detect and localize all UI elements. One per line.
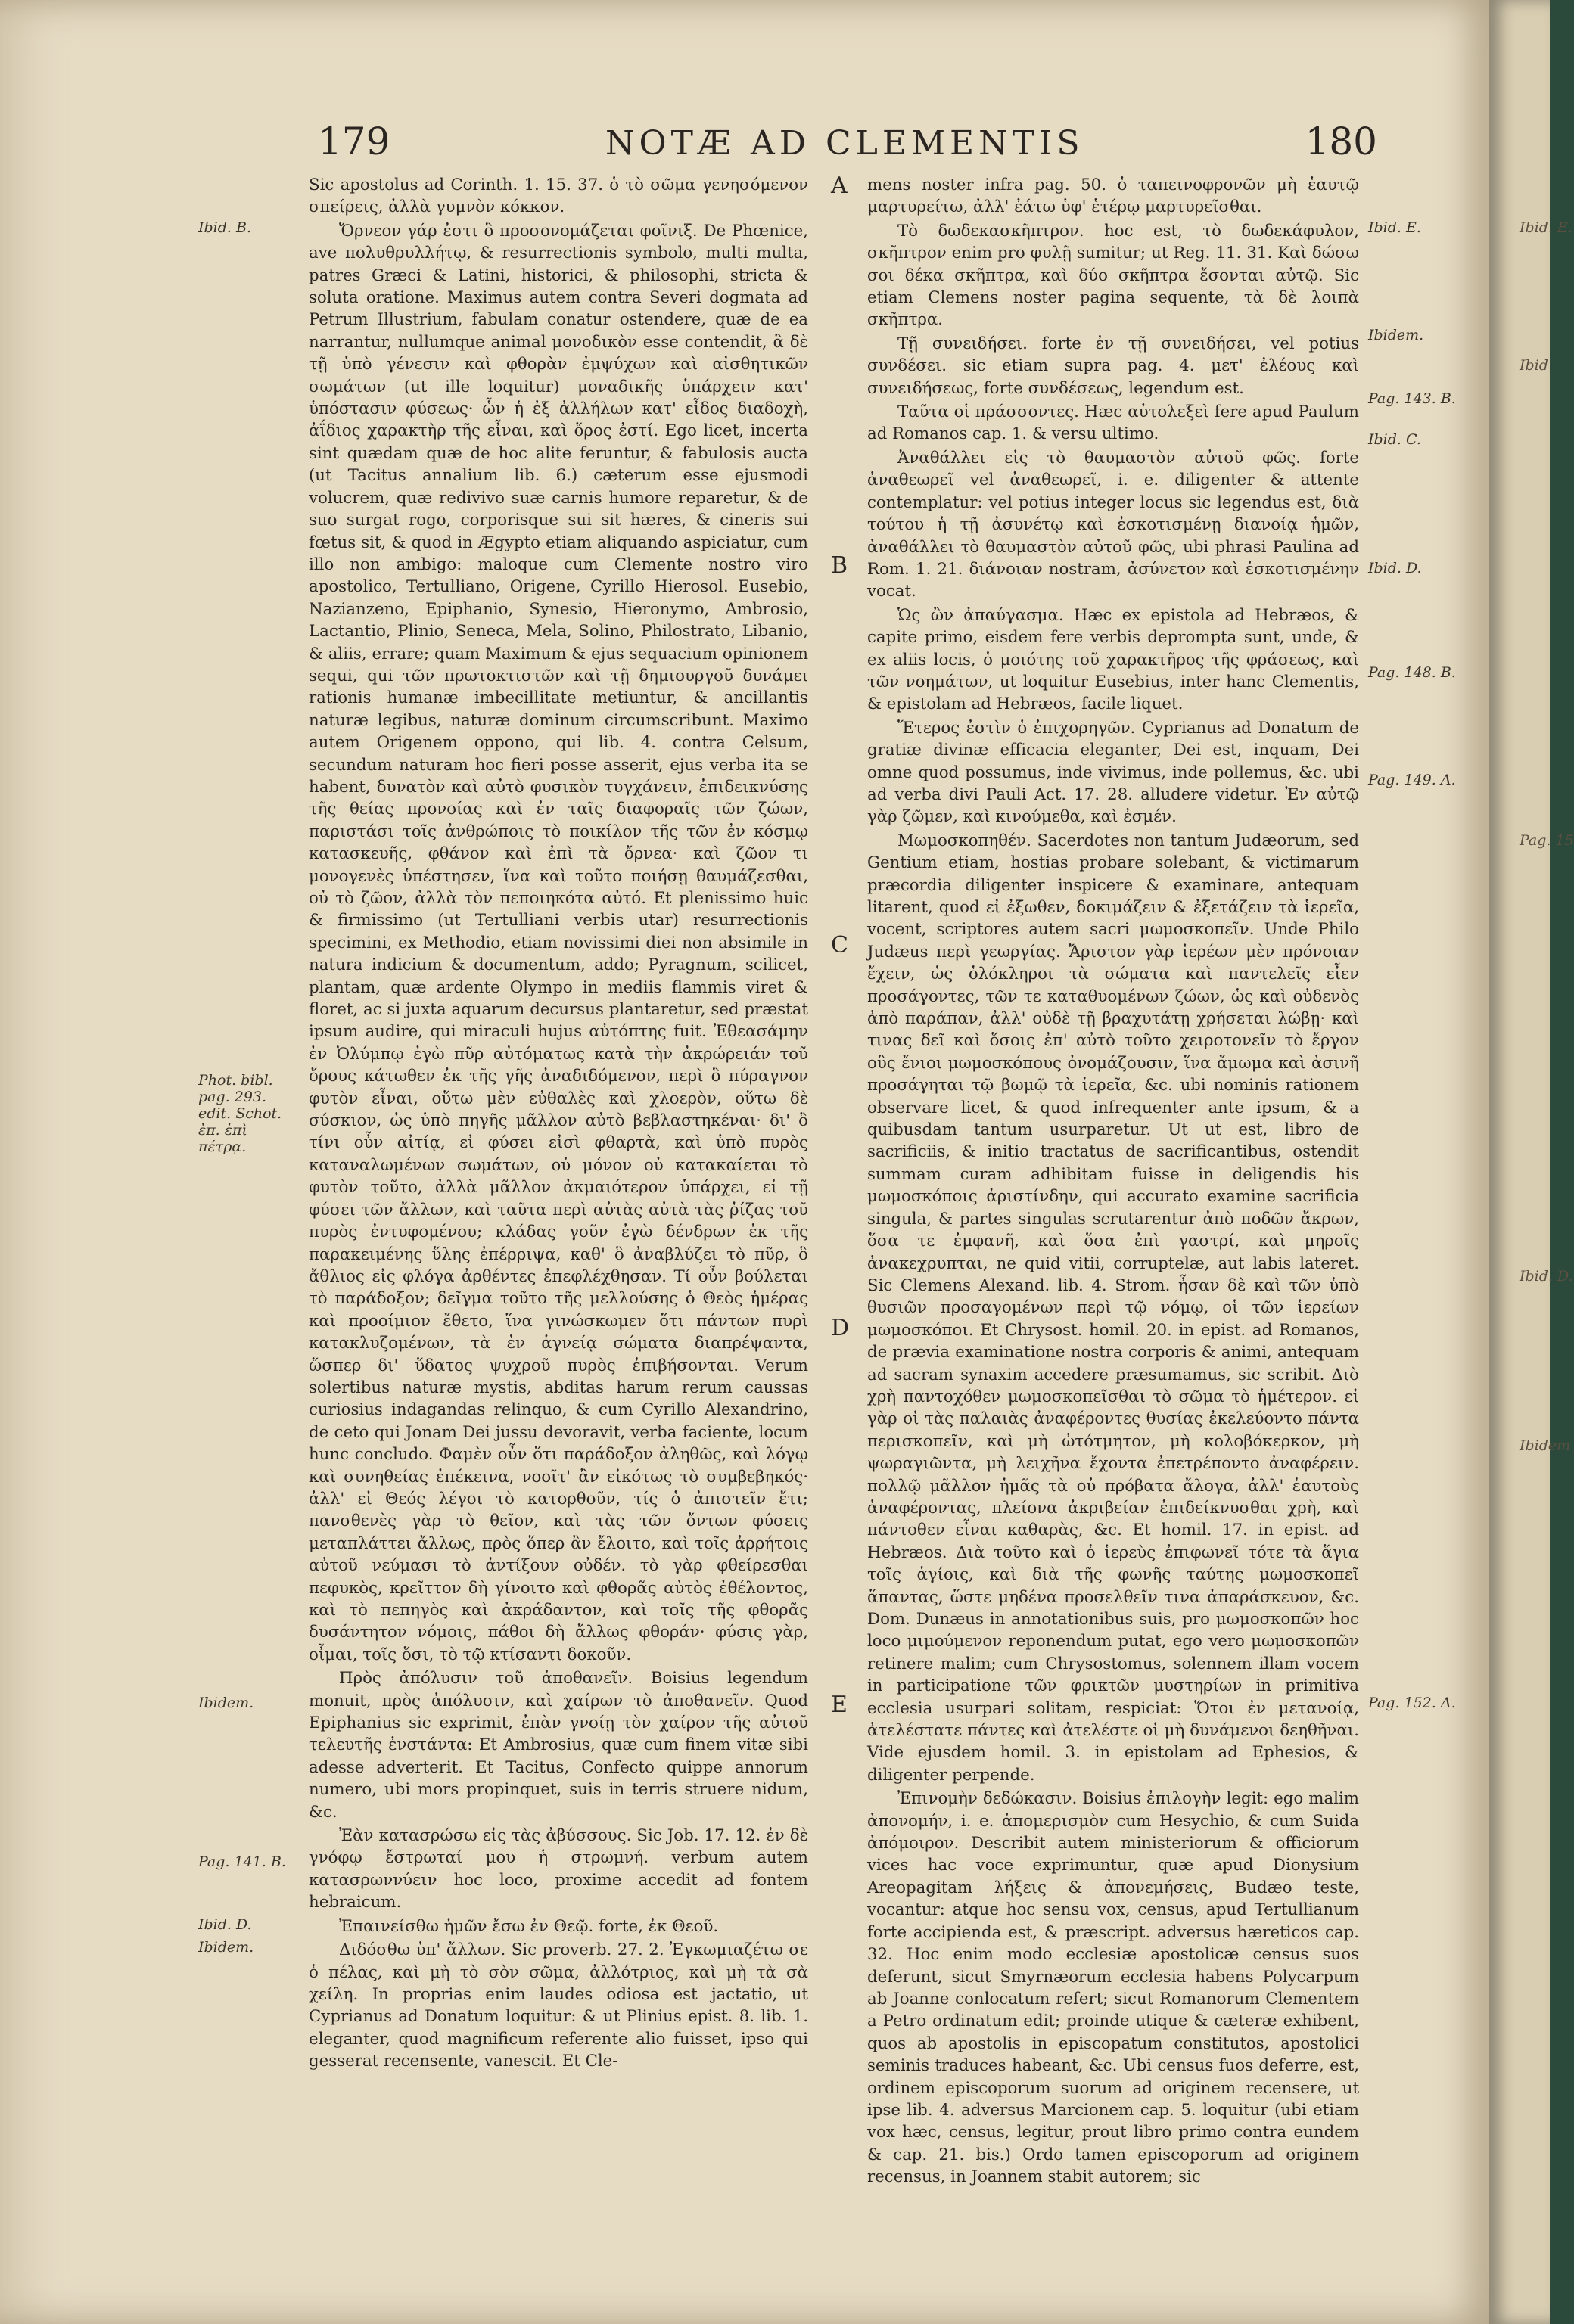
- margin-note: Pag. 149. A.: [1368, 772, 1456, 788]
- adjacent-margin-note: Ibidem: [1520, 1437, 1571, 1454]
- left-paragraph: Διδόσθω ὑπ' ἄλλων. Sic proverb. 27. 2. Ἐγκωμιαζέτω σε ὁ πέλας, καὶ μὴ τὸ σὸν σῶμα, ἀλλότριος, καὶ μὴ τὰ σὰ χείλη. In proprias enim laudes odiosa est jactatio, ut Cyprianus ad Donatum loquitur: & ut Plinius epist. 8. lib. 1. eleganter, quod magnificum referente alio fuisset, ipso qui gesserat recensente, vanescit. Et Cle-: [309, 1940, 808, 2071]
- section-letter: D: [831, 1315, 850, 1341]
- section-letter: C: [831, 932, 848, 958]
- right-paragraph: Ἐπινομὴν δεδώκασιν. Boisius ἐπιλογὴν legit: ego malim ἀπονομήν, i. e. ἀπομερισμὸν cum Hesychio, & cum Suida ἀπόμοιρον. Describit autem ministeriorum & officiorum vices hac voce exprimuntur, quæ apud Dionysium Areopagitam λήξεις & ἀπονεμήσεις, Budæo teste, vocantur: atque hoc sensu vox, census, apud Tertullianum forte accipienda est, & præscript. adversus hæreticos cap. 32. Hoc enim modo ecclesiæ apostolicæ census suos deferunt, sicut Smyrnæorum ecclesia habens Polycarpum ab Joanne conlocatum refert; sicut Romanorum Clementem a Petro ordinatum edit; proinde utique & cæteræ exhibent, quos ab apostolis in episcopatum constitutos, apostolici seminis traduces habeant, &c. Ubi census fuos deferre, est, ordinem episcoporum suorum ad originem recensere, ut ipse lib. 4. adversus Marcionem cap. 5. loquitur (ubi etiam vox hæc, census, legitur, prout libro primo contra eundem & cap. 21. bis.) Ordo tamen episcoporum ad originem recensus, in Joannem stabit autorem; sic: [867, 1789, 1359, 2187]
- margin-note: Pag. 143. B.: [1368, 390, 1456, 407]
- right-paragraph: Ἀναθάλλει εἰς τὸ θαυμαστὸν αὐτοῦ φῶς. forte ἀναθεωρεῖ vel ἀναθεωρεῖ, i. e. diligenter & attente contemplatur: vel potius integer locus sic legendus est, διὰ τούτου ἡ τῇ ἀσυνέτῳ καὶ ἐσκοτισμένῃ διανοίᾳ ἡμῶν, ἀναθάλλει τὸ θαυμαστὸν αὐτοῦ φῶς, ubi phrasi Paulina ad Rom. 1. 21. διάνοιαν nostram, ἀσύνετον καὶ ἐσκοτισμένην vocat.: [867, 448, 1359, 601]
- right-paragraph: mens noster infra pag. 50. ὁ ταπεινοφρονῶν μὴ ἑαυτῷ μαρτυρείτω, ἀλλ' ἐάτω ὑφ' ἑτέρῳ μαρτυρεῖσθαι.: [867, 176, 1359, 217]
- margin-note: Ibidem.: [198, 1695, 254, 1711]
- margin-note: Pag. 152. A.: [1368, 1695, 1456, 1711]
- margin-note: Ibid. E.: [1368, 219, 1421, 236]
- adjacent-margin-note: Pag. 15: [1520, 832, 1574, 849]
- left-paragraph: Ὄρνεον γάρ ἐστι ὃ προσονομάζεται φοῖνιξ. De Phœnice, ave πολυθρυλλήτῳ, & resurrectionis symbolo, multi multa, patres Græci & Latini, historici, & philosophi, stricta & soluta oratione. Maximus autem contra Severi dogmata ad Petrum Illustrium, fabulam conatur ostendere, quæ de ea narrantur, nullumque animal μονοδικὸν esse contendit, ἃ δὲ τῇ ὑπὸ γένεσιν καὶ φθορὰν ἐμψύχων καὶ αἰσθητικῶν σωμάτων (ut ille loquitur) μοναδικῆς ὑπάρχειν κατ' ὑπόστασιν φύσεως· ὧν ἡ ἐξ ἀλλήλων κατ' εἶδος διαδοχὴ, ἀΐδιος χαρακτὴρ τῆς εἶναι, καὶ ὅρος ἐστί. Ego licet, incerta sint quædam quæ de hoc alite feruntur, & fabulosis aucta (ut Tacitus annalium lib. 6.) cæterum esse ejusmodi volucrem, quæ redivivo suæ carnis humore reparetur, & de suo surgat rogo, corporisque sui sit hæres, & cineris sui fœtus sit, & quod in Ægypto etiam aliquando aspiciatur, cum illo non ambigo: maloque cum Clemente nostro viro apostolico, Tertulliano, Origene, Cyrillo Hierosol. Eusebio, Nazianzeno, Epiphanio, Synesio, Hieronymo, Ambrosio, Lactantio, Plinio, Seneca, Mela, Solino, Philostrato, Libanio, & aliis, errare; quam Maximum & ejus sequacium opinionem sequi, qui τῶν πρωτοκτιστῶν καὶ τῇ δημιουργοῦ δυνάμει rationis humanæ imbecillitate metiuntur, & ancillantis naturæ legibus, naturæ dominum circumscribunt. Maximo autem Origenem oppono, qui lib. 4. contra Celsum, secundum naturam hoc fieri posse asserit, ejus verba ita se habent, δυνατὸν καὶ αὐτὸ φυσικὸν τυγχάνειν, ἐπιδεικνύσης τῆς θείας προνοίας καὶ ἐν ταῖς διαφοραῖς τῶν ζώων, παριστάσι τοῖς ἀνθρώποις τὸ ποικίλον τῆς τῶν ἐν κόσμῳ κατασκευῆς, φθάνον καὶ ἐπὶ τὰ ὄρνεα· καὶ ζῶον τι μονογενὲς ὑπέστησεν, ἵνα καὶ τοῦτο ποιήσῃ θαυμάζεσθαι, οὐ τὸ ζῶον, ἀλλὰ τὸν πεποιηκότα αὐτό. Et plenissimo huic & firmissimo (ut Tertulliani verbis utar) resurrectionis specimini, ex Methodio, etiam novissimi diei non absimile in natura indicium & documentum, addo; Pyragnum, scilicet, plantam, quæ ardente Olympo in mediis flammis viret & floret, ac si juxta aquarum decursus plantaretur, sed præstat ipsum audire, qui miraculi hujus αὐτόπτης fuit. Ἐθεασάμην ἐν Ὀλύμπῳ ἐγὼ πῦρ αὐτόματως κατὰ τὴν ἀκρώρειάν τοῦ ὄρους κάτωθεν ἐκ τῆς γῆς ἀναδιδόμενον, περὶ ὃ πύραγνον φυτὸν εἶναι, οὕτω μὲν εὐθαλὲς καὶ χλοερὸν, οὕτω δὲ σύσκιον, ὡς ὑπὸ πηγῆς μᾶλλον αὐτὸ βεβλαστηκέναι· δι' ὃ τίνι οὖν αἰτίᾳ, εἰ φύσει εἰσὶ φθαρτὰ, καὶ ὑπὸ πυρὸς καταναλωμένων σωμάτων, οὐ μόνον οὐ κατακαίεται τὸ φυτὸν τοῦτο, ἀλλὰ μᾶλλον ἀκμαιότερον ὑπάρχει, εἰ τῇ φύσει τῶν ἄλλων, καὶ ταῦτα περὶ αὐτὰς αὐτὰ τὰς ῥίζας τοῦ πυρὸς ἐντυφομένου; κλάδας γοῦν ἐγὼ δένδρων ἐκ τῆς παρακειμένης ὕλης ἐπέρριψα, καθ' ὃ ἀναβλύζει τὸ πῦρ, ὃ ἄθλιος εἰς φλόγα ἀρθέντες ἐπεφλέχθησαν. Τί οὖν βούλεται τὸ παράδοξον; δεῖγμα τοῦτο τῆς μελλούσης ὁ Θεὸς ἡμέρας καὶ προοίμιον ἔθετο, ἵνα γινώσκωμεν ὅτι πάντων πυρὶ κατακλυζομένων, τὰ ἐν ἁγνείᾳ σώματα διαπρέψαντα, ὥσπερ δι' ὕδατος ψυχροῦ πυρὸς ἐπιβήσονται. Verum solertibus naturæ mystis, abditas harum rerum caussas curiosius indagandas relinquo, & cum Cyrillo Alexandrino, de ceto qui Jonam Dei jussu devoravit, verba faciente, locum hunc concludo. Φαμὲν οὖν ὅτι παράδοξον ἀληθῶς, καὶ λόγῳ καὶ συνηθείας ἐπέκεινα, νοοῖτ' ἂν εἰκότως τὸ συμβεβηκός· ἀλλ' εἰ Θεός λέγοι τὸ κατορθοῦν, τίς ὁ ἀπιστεῖν ἔτι; πανσθενὲς γὰρ τὸ θεῖον, καὶ τὰς τῶν ὄντων φύσεις μεταπλάττει ἄλλως, πρὸς ὅπερ ἂν ἔλοιτο, καὶ τοῖς ἀρρήτοις αὐτοῦ νεύμασι τὸ ἀντίξουν οὐδέν. τὸ γὰρ φθείρεσθαι πεφυκὸς, κρεῖττον δὴ γίνοιτο καὶ φθορᾶς αὐτὸς ἐθέλοντος, καὶ τὸ πεπηγὸς καὶ ἀκράδαντον, καὶ τοῖς τῆς φθορᾶς δυσάντητον νόμοις, πάθοι δὴ ἄλλως φθοράν· φύσις γὰρ, οἶμαι, τοῖς ὅσι, τὸ τῷ κτίσαντι δοκοῦν.: [309, 221, 808, 1664]
- page-number-left: 179: [318, 120, 390, 163]
- running-title: NOTÆ AD CLEMENTIS: [605, 124, 1084, 163]
- margin-note: Ibid. C.: [1368, 431, 1421, 448]
- left-column: [309, 174, 808, 2074]
- page-header: [318, 120, 1377, 165]
- right-paragraph: Μωμοσκοπηθέν. Sacerdotes non tantum Judæorum, sed Gentium etiam, hostias probare solebant, & victimarum præcordia diligenter inspicere & examinare, antequam litarent, quod εἰ ἐξωθεν, δοκιμάζειν & ἐξετάζειν τὰ ἱερεῖα, vocent, scriptores autem sacri μωμοσκοπεῖν. Unde Philo Judæus περὶ γεωργίας. Ἄριστον γὰρ ἱερέων μὲν πρόνοιαν ἔχειν, ὡς ὁλόκληροι τὰ σώματα καὶ παντελεῖς εἶεν προσάγοντες, τῶν τε καταθυομένων ζώων, ὡς καὶ οὐδενὸς ἀπὸ παράπαν, ἀλλ' οὐδὲ τῇ βραχυτάτῃ χρήσεται λώβῃ· καὶ τινας δεῖ καὶ ὅσοις ἐπ' αὐτὸ τοῦτο χειροτονεῖν τὸ ἔργον οὓς ἔνιοι μωμοσκόπους ὀνομάζουσιν, ἵνα ἄμωμα καὶ ἀσινῆ προσάγηται τῷ βωμῷ τὰ ἱερεῖα, &c. ubi nominis rationem observare licet, & quod infrequenter ante ipsum, & a quibusdam tantum usurparetur. Ut ut est, libro de sacrificiis, & initio tractatus de sacrificantibus, ostendit summam curam adhibitam fuisse in deligendis his μωμοσκόποις ἀριστίνδην, qui accurato examine sacrificia singula, & partes singulas scrutarentur ἀπὸ ποδῶν ἄκρων, ὅσα τε ἐμφανῆ, καὶ ὅσα ἐπὶ γαστρί, καὶ μηροῖς ἀνακεχρυπται, ne quid vitii, corruptelæ, aut labis lateret. Sic Clemens Alexand. lib. 4. Strom. ἦσαν δὲ καὶ τῶν ὑπὸ θυσιῶν προσαγομένων περὶ τῷ νόμῳ, οἱ τῶν ἱερείων μωμοσκόποι. Et Chrysost. homil. 20. in epist. ad Romanos, de prævia examinatione nostra corporis & animi, antequam ad sacram synaxim accedere præsumamus, sic scribit. Διὸ χρὴ παντοχόθεν μωμοσκοπεῖσθαι τὸ σῶμα τὸ ἡμέτερον. εἰ γὰρ οἱ τὰς παλαιὰς ἀναφέροντες θυσίας ἐκελεύοντο πάντα περισκοπεῖν, καὶ μὴ ὠτότμητον, μὴ κολοβόκερκον, μὴ ψωραγιῶντα, μὴ λειχῆνα ἔχοντα ἐπετρέποντο ἀναφέρειν. πολλῷ μᾶλλον ἡμᾶς τὰ οὐ πρόβατα ἄλογα, ἀλλ' ἑαυτοὺς ἀναφέροντας, πλείονα ἀκριβείαν ἐπιδείκνυσθαι χρὴ, καὶ πάντοθεν εἶναι καθαρὰς, &c. Et homil. 17. in epist. ad Hebræos. Διὰ τοῦτο καὶ ὁ ἱερεὺς ἐπιφωνεῖ τότε τὰ ἅγια τοῖς ἁγίοις, καὶ διὰ τῆς φωνῆς ταύτης μωμοσκοπεῖ ἅπαντας, ὥστε μηδένα προσελθεῖν τινα ἀπαράσκευον, &c. Dom. Dunæus in annotationibus suis, pro μωμοσκοπῶν hoc loco μιμούμενον reponendum putat, ego vero μωμοσκοπῶν retinere malim; cum Chrysostomus, solennem illam vocem in participatione τῶν φρικτῶν μυστηρίων in primitiva ecclesia usurpari solitam, respiciat: Ὅτοι ἐν μετανοίᾳ, ἀτελέστατε πάντες καὶ ἀτελέστε οἱ μὴ δυνάμενοι δεηθῆναι. Vide ejusdem homil. 3. in epistolam ad Ephesios, & diligenter perpende.: [867, 831, 1359, 1785]
- margin-note: Ibid. D.: [198, 1916, 252, 1933]
- left-paragraph: Sic apostolus ad Corinth. 1. 15. 37. ὁ τὸ σῶμα γενησόμενον σπείρεις, ἀλλὰ γυμνὸν κόκκον.: [309, 176, 808, 217]
- right-paragraph: Ταῦτα οἱ πράσσοντες. Hæc αὐτολεξεὶ fere apud Paulum ad Romanos cap. 1. & versu ultimo.: [867, 402, 1359, 444]
- adjacent-margin-note: Ibid: [1520, 357, 1548, 374]
- section-letter: E: [831, 1692, 848, 1718]
- adjacent-page-edge: [1489, 0, 1574, 2324]
- margin-note: Ibidem.: [1368, 327, 1424, 343]
- margin-note: Pag. 141. B.: [198, 1853, 286, 1870]
- margin-note: Ibid. D.: [1368, 560, 1422, 576]
- right-column: [867, 174, 1359, 2190]
- margin-note: Pag. 148. B.: [1368, 664, 1456, 681]
- adjacent-margin-note: Ibid. E.: [1520, 219, 1572, 236]
- right-paragraph: Τὸ δωδεκασκῆπτρον. hoc est, τὸ δωδεκάφυλον, σκῆπτρον enim pro φυλῇ sumitur; ut Reg. 11. 31. Καὶ δώσω σοι δέκα σκῆπτρα, καὶ δύο σκῆπτρα ἔσονται αὐτῷ. Sic etiam Clemens noster pagina sequente, τὰ δὲ λοιπὰ σκῆπτρα.: [867, 221, 1359, 330]
- section-letter: B: [831, 552, 848, 579]
- right-paragraph: Ἕτερος ἐστὶν ὁ ἐπιχορηγῶν. Cyprianus ad Donatum de gratiæ divinæ efficacia eleganter, Dei est, inquam, Dei omne quod possumus, inde vivimus, inde pollemus, &c. ubi ad verba divi Pauli Act. 17. 28. alludere videtur. Ἐν αὐτῷ γὰρ ζῶμεν, καὶ κινούμεθα, καὶ ἐσμέν.: [867, 718, 1359, 827]
- adjacent-margin-note: Ibid. D.: [1520, 1268, 1573, 1285]
- margin-note: Ibid. B.: [198, 219, 251, 236]
- right-paragraph: Ὡς ὢν ἀπαύγασμα. Hæc ex epistola ad Hebræos, & capite primo, eisdem fere verbis deprompta sunt, unde, & ex aliis locis, ὁ μοιότης τοῦ χαρακτῆρος τῆς φράσεως, καὶ τῶν νοημάτων, ut loquitur Eusebius, inter hanc Clementis, & epistolam ad Hebræos, facile liquet.: [867, 605, 1359, 714]
- left-paragraph: Ἐὰν κατασρώσω εἰς τὰς ἀβύσσους. Sic Job. 17. 12. ἐν δὲ γνόφῳ ἔστρωταί μου ἡ στρωμνή. verbum autem κατασρωννύειν hoc loco, proxime accedit ad fontem hebraicum.: [309, 1826, 808, 1912]
- margin-note: Phot. bibl. pag. 293. edit. Schot. ἐπ. ἐπὶ πέτρᾳ.: [198, 1072, 282, 1155]
- page-number-right: 180: [1305, 120, 1377, 163]
- margin-note: Ibidem.: [198, 1939, 254, 1956]
- right-paragraph: Τῇ συνειδήσει. forte ἐν τῇ συνειδήσει, vel potius συνδέσει. sic etiam supra pag. 4. μετ' ἐλέους καὶ συνειδήσεως, forte συνδέσεως, legendum est.: [867, 334, 1359, 398]
- section-letter: A: [831, 172, 848, 199]
- left-paragraph: Πρὸς ἀπόλυσιν τοῦ ἀποθανεῖν. Boisius legendum monuit, πρὸς ἀπόλυσιν, καὶ χαίρων τὸ ἀποθανεῖν. Quod Epiphanius sic exprimit, ἐπὰν γνοίῃ τὸν χαίρον τῆς αὐτοῦ τελευτῆς ἐνστάντα: Et Ambrosius, quæ cum finem vitæ sibi adesse adverterit. Et Tacitus, Confecto quippe annorum numero, ubi mors propinquet, suis in terris struere nidum, &c.: [309, 1669, 808, 1822]
- left-paragraph: Ἐπαινείσθω ἡμῶν ἔσω ἐν Θεῷ. forte, ἐκ Θεοῦ.: [339, 1916, 719, 1936]
